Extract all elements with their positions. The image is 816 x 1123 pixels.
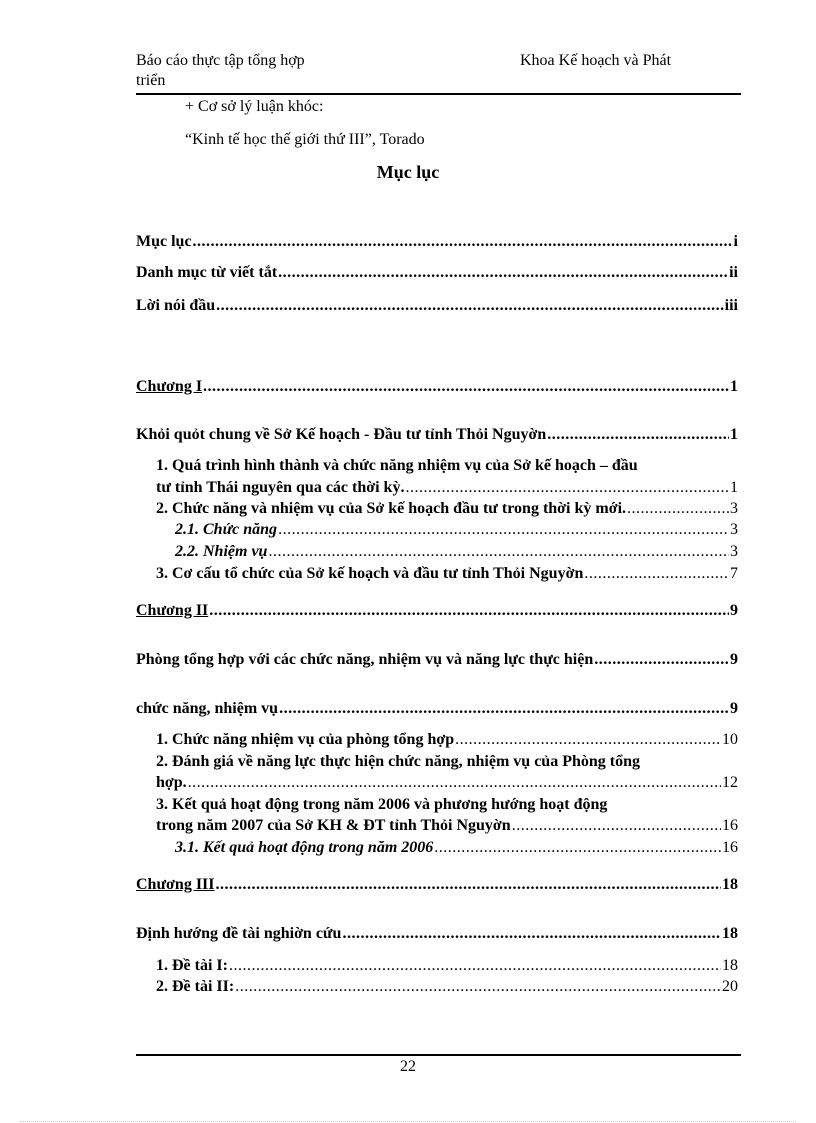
toc-entry[interactable]: [0, 519, 816, 541]
toc-page: 9: [730, 651, 738, 668]
toc-entry[interactable]: [0, 541, 816, 563]
toc-leader: [188, 772, 721, 794]
toc-entry[interactable]: [0, 837, 816, 859]
page-title: Mục lục: [376, 162, 440, 182]
page-number: 22: [400, 1058, 416, 1075]
toc-leader: [434, 837, 721, 859]
toc-leader: [278, 262, 728, 284]
page-bottom-border: [20, 1121, 796, 1122]
header-left-line2: triển: [136, 72, 166, 89]
toc-leader: [235, 976, 721, 998]
toc-label: tư tỉnh Thái nguyên qua các thời kỳ.: [156, 479, 405, 496]
toc-label: 2.2. Nhiệm vụ: [175, 543, 268, 560]
toc-leader: [547, 424, 729, 446]
toc-page: 1: [730, 479, 738, 496]
toc-entry[interactable]: [0, 772, 816, 794]
toc-entry[interactable]: [0, 295, 816, 317]
toc-leader: [203, 376, 729, 398]
toc-label: Chương III: [136, 876, 215, 893]
toc-label: 2. Đề tài II:: [156, 978, 235, 995]
toc-entry[interactable]: [0, 955, 816, 977]
intro-line-1: + Cơ sở lý luận khóc:: [185, 98, 324, 115]
toc-leader: [216, 874, 722, 896]
toc-page: 7: [730, 565, 738, 582]
toc-page: 1: [730, 426, 738, 443]
toc-label: 3.1. Kết quả hoạt động trong năm 2006: [175, 839, 434, 856]
toc-label: hợp.: [156, 774, 187, 791]
toc-page: 9: [730, 602, 738, 619]
toc-leader: [512, 815, 721, 837]
toc-page: 12: [722, 774, 738, 791]
toc-leader: [342, 923, 721, 945]
toc-page: 18: [722, 876, 738, 893]
toc-label-line1: 1. Quá trình hình thành và chức năng nhiệm vụ của Sở kế hoạch – đầu: [156, 457, 638, 474]
toc-label: 2. Chức năng và nhiệm vụ của Sở kế hoạch đầu tư trong thời kỳ mới.: [156, 500, 627, 517]
toc-entry[interactable]: [0, 231, 816, 253]
toc-label: 1. Chức năng nhiệm vụ của phòng tổng hợp: [156, 731, 455, 748]
toc-leader: [216, 295, 724, 317]
toc-leader: [405, 477, 729, 499]
toc-page: ii: [729, 264, 738, 281]
toc-label: 3. Cơ cấu tổ chức của Sở kế hoạch và đầu tư tỉnh Thỏi Nguyờn: [156, 565, 584, 582]
toc-page: iii: [724, 297, 738, 314]
toc-entry[interactable]: [0, 976, 816, 998]
toc-label: Danh mục từ viết tắt: [136, 264, 278, 281]
toc-entry[interactable]: [0, 923, 816, 945]
toc-label: Phòng tổng hợp với các chức năng, nhiệm vụ và năng lực thực hiện: [136, 651, 594, 668]
toc-leader: [627, 498, 729, 520]
toc-entry[interactable]: [0, 424, 816, 446]
toc-leader: [209, 600, 729, 622]
toc-entry[interactable]: [0, 815, 816, 837]
toc-leader: [268, 541, 729, 563]
toc-page: 16: [722, 839, 738, 856]
toc-page: 18: [722, 957, 738, 974]
toc-label: Khỏi quỏt chung về Sở Kế hoạch - Đầu tư tỉnh Thỏi Nguyờn: [136, 426, 547, 443]
toc-label: 1. Đề tài I:: [156, 957, 228, 974]
toc-label: Định hướng đề tài nghiờn cứu: [136, 925, 342, 942]
toc-label: Chương II: [136, 602, 209, 619]
header-rule: [136, 93, 741, 95]
toc-page: 18: [722, 925, 738, 942]
toc-page: i: [733, 233, 738, 250]
toc-label: 2.1. Chức năng: [175, 521, 278, 538]
toc-leader: [594, 649, 729, 671]
toc-label-line1: 3. Kết quả hoạt động trong năm 2006 và phương hướng hoạt động: [156, 796, 608, 813]
toc-entry[interactable]: [0, 698, 816, 720]
toc-page: 20: [722, 978, 738, 995]
toc-label: Chương I: [136, 378, 203, 395]
toc-leader: [279, 698, 729, 720]
toc-page: 10: [722, 731, 738, 748]
intro-line-2: “Kinh tế học thế giới thứ III”, Torado: [185, 131, 425, 148]
toc-chapter-1[interactable]: [0, 376, 816, 398]
toc-label-line1: 2. Đánh giá về năng lực thực hiện chức năng, nhiệm vụ của Phòng tổng: [156, 753, 640, 770]
toc-page: 3: [730, 521, 738, 538]
footer-rule: [136, 1054, 741, 1056]
toc-entry[interactable]: [0, 262, 816, 284]
header-left-line1: Báo cáo thực tập tổng hợp: [136, 52, 305, 69]
toc-leader: [193, 231, 733, 253]
toc-leader: [455, 729, 721, 751]
toc-label: Lời nói đầu: [136, 297, 216, 314]
toc-leader: [278, 519, 729, 541]
header-right: Khoa Kế hoạch và Phát: [520, 52, 672, 69]
toc-page: 9: [730, 700, 738, 717]
toc-chapter-3[interactable]: [0, 874, 816, 896]
toc-entry[interactable]: [0, 649, 816, 671]
toc-entry[interactable]: [0, 477, 816, 499]
toc-page: 1: [730, 378, 738, 395]
toc-entry[interactable]: [0, 563, 816, 585]
toc-leader: [229, 955, 721, 977]
toc-label: chức năng, nhiệm vụ: [136, 700, 279, 717]
toc-entry[interactable]: [0, 729, 816, 751]
toc-label: Mục lục: [136, 233, 192, 250]
toc-page: 3: [730, 500, 738, 517]
toc-page: 3: [730, 543, 738, 560]
toc-page: 16: [722, 817, 738, 834]
toc-entry[interactable]: [0, 498, 816, 520]
toc-label: trong năm 2007 của Sở KH & ĐT tỉnh Thỏi Nguyờn: [156, 817, 511, 834]
toc-chapter-2[interactable]: [0, 600, 816, 622]
toc-leader: [584, 563, 729, 585]
